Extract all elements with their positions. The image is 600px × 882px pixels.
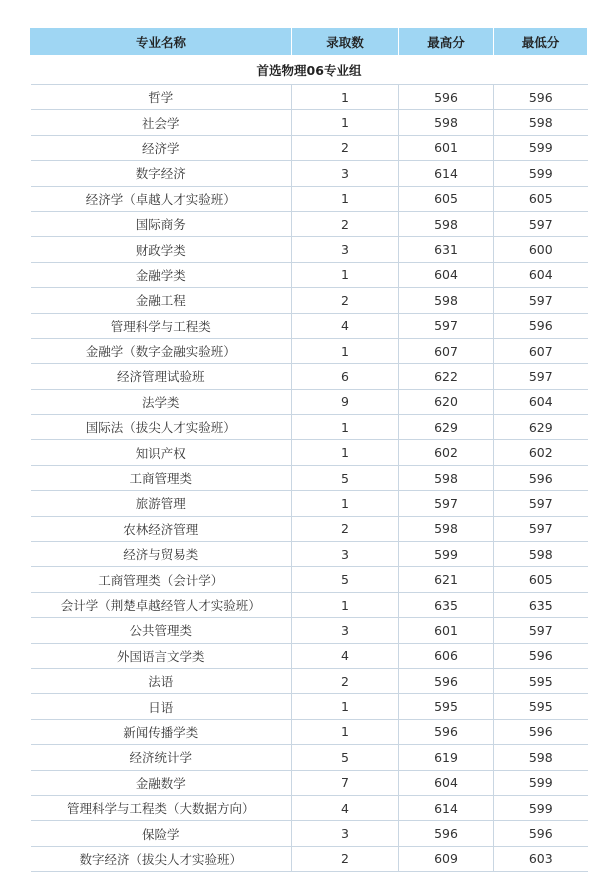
cell-max-score: 598 [399,110,494,135]
cell-max-score: 601 [399,135,494,160]
cell-max-score: 595 [399,694,494,719]
cell-admitted: 4 [292,795,399,820]
cell-max-score: 596 [399,668,494,693]
table-row [31,770,588,795]
cell-max-score: 614 [399,161,494,186]
cell-max-score: 607 [399,338,494,363]
cell-major: 农林经济管理 [31,516,292,541]
cell-min-score: 596 [494,719,588,744]
cell-major: 金融学（数字金融实验班） [31,338,292,363]
table-row [31,415,588,440]
cell-max-score: 605 [399,186,494,211]
table-row [31,440,588,465]
cell-min-score: 596 [494,643,588,668]
cell-min-score: 605 [494,186,588,211]
cell-max-score: 614 [399,795,494,820]
cell-major: 经济管理试验班 [31,364,292,389]
cell-major: 国际法（拔尖人才实验班） [31,415,292,440]
table-row [31,288,588,313]
table-row [31,719,588,744]
cell-min-score: 595 [494,668,588,693]
cell-major: 财政学类 [31,237,292,262]
cell-admitted: 1 [292,262,399,287]
cell-min-score: 599 [494,135,588,160]
header-min-score: 最低分 [494,28,588,56]
cell-min-score: 604 [494,389,588,414]
cell-major: 公共管理类 [31,618,292,643]
cell-max-score: 602 [399,440,494,465]
cell-max-score: 601 [399,618,494,643]
table-row [31,465,588,490]
table-row [31,491,588,516]
admission-table-container [30,27,587,872]
cell-min-score: 595 [494,694,588,719]
cell-max-score: 596 [399,719,494,744]
cell-max-score: 596 [399,85,494,110]
cell-major: 经济学（卓越人才实验班） [31,186,292,211]
cell-major: 经济学 [31,135,292,160]
cell-min-score: 599 [494,795,588,820]
cell-admitted: 5 [292,465,399,490]
table-row [31,592,588,617]
cell-min-score: 603 [494,846,588,871]
cell-admitted: 1 [292,415,399,440]
cell-max-score: 598 [399,516,494,541]
table-row [31,85,588,110]
cell-major: 社会学 [31,110,292,135]
header-max-score: 最高分 [399,28,494,56]
table-row [31,694,588,719]
cell-major: 经济与贸易类 [31,542,292,567]
table-row [31,110,588,135]
cell-min-score: 598 [494,542,588,567]
header-admitted: 录取数 [292,28,399,56]
cell-major: 数字经济 [31,161,292,186]
table-row [31,338,588,363]
cell-max-score: 604 [399,770,494,795]
cell-max-score: 622 [399,364,494,389]
cell-max-score: 621 [399,567,494,592]
cell-min-score: 599 [494,161,588,186]
group-row [31,56,588,85]
cell-min-score: 597 [494,211,588,236]
table-row [31,618,588,643]
cell-admitted: 2 [292,846,399,871]
table-row [31,389,588,414]
cell-max-score: 597 [399,491,494,516]
cell-major: 外国语言文学类 [31,643,292,668]
cell-admitted: 3 [292,821,399,846]
cell-admitted: 3 [292,237,399,262]
table-row [31,364,588,389]
cell-min-score: 598 [494,745,588,770]
cell-admitted: 5 [292,745,399,770]
cell-admitted: 1 [292,592,399,617]
cell-major: 工商管理类 [31,465,292,490]
table-row [31,668,588,693]
cell-major: 法学类 [31,389,292,414]
table-row [31,516,588,541]
table-row [31,567,588,592]
table-row [31,846,588,871]
cell-major: 保险学 [31,821,292,846]
cell-major: 旅游管理 [31,491,292,516]
cell-major: 日语 [31,694,292,719]
table-row [31,237,588,262]
cell-major: 管理科学与工程类（大数据方向） [31,795,292,820]
cell-min-score: 599 [494,770,588,795]
cell-admitted: 3 [292,618,399,643]
cell-major: 金融数学 [31,770,292,795]
cell-min-score: 596 [494,465,588,490]
cell-admitted: 1 [292,440,399,465]
table-row [31,161,588,186]
table-row [31,135,588,160]
cell-min-score: 597 [494,491,588,516]
table-body [31,56,588,872]
table-header-row [31,28,588,56]
cell-admitted: 3 [292,542,399,567]
table-row [31,313,588,338]
cell-major: 哲学 [31,85,292,110]
cell-admitted: 1 [292,186,399,211]
cell-admitted: 1 [292,338,399,363]
cell-major: 国际商务 [31,211,292,236]
cell-major: 经济统计学 [31,745,292,770]
cell-min-score: 596 [494,313,588,338]
cell-major: 数字经济（拔尖人才实验班） [31,846,292,871]
cell-max-score: 635 [399,592,494,617]
cell-min-score: 597 [494,288,588,313]
cell-max-score: 598 [399,288,494,313]
cell-admitted: 1 [292,694,399,719]
cell-admitted: 9 [292,389,399,414]
cell-max-score: 597 [399,313,494,338]
cell-min-score: 600 [494,237,588,262]
cell-major: 会计学（荆楚卓越经管人才实验班） [31,592,292,617]
group-title: 首选物理06专业组 [31,56,588,85]
cell-min-score: 597 [494,364,588,389]
cell-admitted: 5 [292,567,399,592]
cell-max-score: 620 [399,389,494,414]
cell-max-score: 619 [399,745,494,770]
cell-admitted: 4 [292,313,399,338]
cell-major: 工商管理类（会计学） [31,567,292,592]
cell-admitted: 2 [292,211,399,236]
cell-admitted: 1 [292,110,399,135]
cell-max-score: 598 [399,465,494,490]
cell-max-score: 598 [399,211,494,236]
cell-major: 知识产权 [31,440,292,465]
table-row [31,262,588,287]
cell-major: 管理科学与工程类 [31,313,292,338]
table-row [31,542,588,567]
table-row [31,186,588,211]
cell-admitted: 1 [292,719,399,744]
cell-min-score: 607 [494,338,588,363]
cell-min-score: 629 [494,415,588,440]
cell-max-score: 599 [399,542,494,567]
cell-min-score: 602 [494,440,588,465]
cell-min-score: 597 [494,516,588,541]
header-major: 专业名称 [31,28,292,56]
cell-min-score: 605 [494,567,588,592]
cell-max-score: 596 [399,821,494,846]
cell-max-score: 604 [399,262,494,287]
cell-admitted: 1 [292,85,399,110]
cell-admitted: 2 [292,135,399,160]
cell-admitted: 2 [292,668,399,693]
table-row [31,211,588,236]
cell-max-score: 631 [399,237,494,262]
cell-max-score: 606 [399,643,494,668]
cell-major: 金融学类 [31,262,292,287]
table-row [31,643,588,668]
cell-max-score: 629 [399,415,494,440]
table-row [31,745,588,770]
cell-admitted: 4 [292,643,399,668]
table-row [31,795,588,820]
cell-min-score: 597 [494,618,588,643]
cell-min-score: 635 [494,592,588,617]
cell-admitted: 3 [292,161,399,186]
cell-major: 新闻传播学类 [31,719,292,744]
cell-min-score: 596 [494,821,588,846]
cell-major: 金融工程 [31,288,292,313]
admission-table [30,27,588,872]
cell-admitted: 2 [292,288,399,313]
cell-min-score: 596 [494,85,588,110]
cell-admitted: 1 [292,491,399,516]
cell-admitted: 6 [292,364,399,389]
cell-max-score: 609 [399,846,494,871]
cell-admitted: 7 [292,770,399,795]
cell-min-score: 598 [494,110,588,135]
cell-min-score: 604 [494,262,588,287]
table-row [31,821,588,846]
cell-major: 法语 [31,668,292,693]
cell-admitted: 2 [292,516,399,541]
